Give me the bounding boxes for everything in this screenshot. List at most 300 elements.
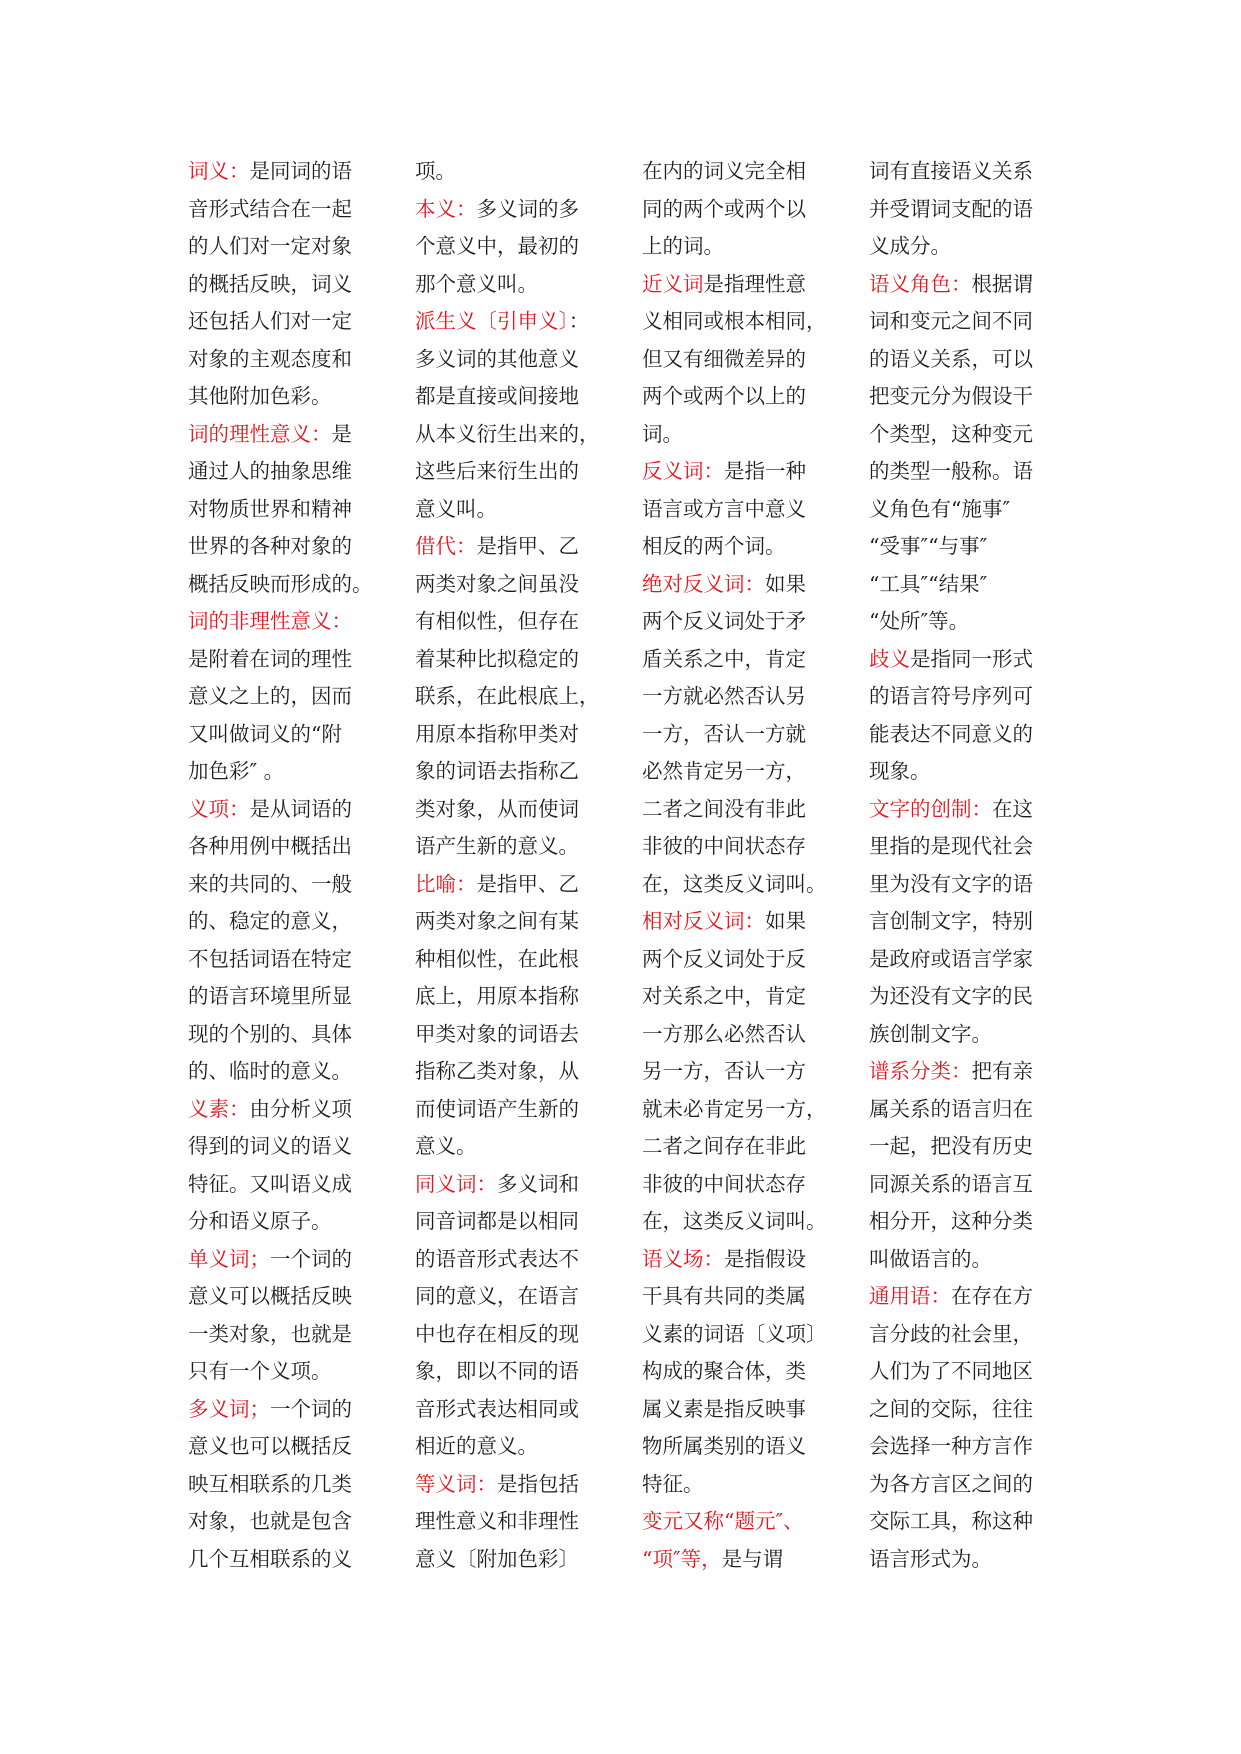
text-line bbox=[415, 828, 593, 866]
definition-text: 都是直接或间接地 bbox=[415, 384, 579, 408]
definition-text: 在，这类反义词叫。 bbox=[642, 1209, 827, 1233]
term-label: 通用语： bbox=[869, 1284, 951, 1308]
text-line bbox=[642, 641, 820, 679]
definition-text: 的类型一般称。语 bbox=[869, 459, 1033, 483]
text-column-4 bbox=[869, 153, 1047, 1578]
definition-text: 用原本指称甲类对 bbox=[415, 721, 579, 746]
definition-text: 是同词的语 bbox=[249, 159, 352, 183]
text-line bbox=[188, 1016, 366, 1054]
text-line bbox=[642, 191, 820, 229]
text-line bbox=[415, 491, 593, 529]
definition-text: 在这 bbox=[992, 796, 1033, 821]
text-line bbox=[415, 1316, 593, 1354]
definition-text: 词。 bbox=[642, 421, 683, 446]
definition-text: 言分歧的社会里， bbox=[869, 1321, 1033, 1346]
definition-text: 的、稳定的意义， bbox=[188, 909, 352, 933]
definition-text: 指称乙类对象，从 bbox=[415, 1059, 579, 1083]
glossary-entry bbox=[188, 603, 366, 791]
glossary-entry bbox=[869, 1278, 1047, 1578]
definition-text: 就未必肯定另一方， bbox=[642, 1096, 827, 1121]
text-line bbox=[188, 903, 366, 941]
definition-text: 音形式结合在一起 bbox=[188, 196, 352, 221]
definition-text: 里为没有文字的语 bbox=[869, 871, 1033, 896]
term-label: 单义词； bbox=[188, 1246, 270, 1271]
text-line bbox=[188, 416, 366, 454]
text-line bbox=[415, 1391, 593, 1429]
text-line bbox=[188, 1541, 366, 1579]
definition-text: 两类对象之间有某 bbox=[415, 909, 579, 933]
definition-text: 对关系之中，肯定 bbox=[642, 984, 806, 1008]
text-line bbox=[415, 978, 593, 1016]
definition-text: 象，即以不同的语 bbox=[415, 1359, 579, 1383]
text-line bbox=[415, 566, 593, 604]
text-line bbox=[188, 641, 366, 679]
definition-text: 中也存在相反的现 bbox=[415, 1321, 579, 1346]
text-line bbox=[642, 1503, 820, 1541]
definition-text: 是指假设 bbox=[724, 1246, 806, 1271]
definition-text: 属关系的语言归在 bbox=[869, 1096, 1033, 1121]
text-line bbox=[415, 416, 600, 454]
text-line bbox=[642, 828, 820, 866]
text-line bbox=[642, 1091, 827, 1129]
text-line bbox=[642, 1541, 820, 1579]
definition-text: 会选择一种方言作 bbox=[869, 1434, 1033, 1458]
definition-text: 一方就必然否认另 bbox=[642, 684, 806, 708]
term-label: 变元又称“题元″、 bbox=[642, 1509, 804, 1533]
text-line bbox=[188, 378, 366, 416]
text-line bbox=[869, 1428, 1047, 1466]
text-line bbox=[188, 678, 366, 716]
definition-text: 象的词语去指称乙 bbox=[415, 759, 579, 783]
text-line bbox=[415, 1166, 593, 1204]
text-line bbox=[188, 566, 373, 604]
definition-text: 同的两个或两个以 bbox=[642, 196, 806, 221]
text-line bbox=[415, 1128, 593, 1166]
term-label: 词的理性意义： bbox=[188, 421, 332, 446]
text-line bbox=[869, 753, 1047, 791]
definition-text: 同源关系的语言互 bbox=[869, 1171, 1033, 1196]
text-line bbox=[642, 1166, 820, 1204]
definition-text: 义相同或根本相同， bbox=[642, 309, 827, 333]
text-line bbox=[415, 453, 593, 491]
glossary-entry bbox=[869, 791, 1047, 1054]
definition-text: 多义词和 bbox=[497, 1171, 579, 1196]
definition-text: 是指甲、乙 bbox=[476, 871, 579, 896]
definition-text: 一类对象，也就是 bbox=[188, 1321, 352, 1346]
text-line bbox=[415, 903, 593, 941]
definition-text: 是政府或语言学家 bbox=[869, 946, 1033, 971]
definition-text: 为还没有文字的民 bbox=[869, 984, 1033, 1008]
text-line bbox=[188, 303, 366, 341]
text-line bbox=[642, 603, 820, 641]
text-line bbox=[869, 1091, 1047, 1129]
definition-text: 对象，也就是包含 bbox=[188, 1509, 352, 1533]
text-line bbox=[415, 1091, 593, 1129]
text-line bbox=[188, 491, 366, 529]
text-line bbox=[188, 228, 366, 266]
definition-text: 由分析义项 bbox=[249, 1096, 352, 1121]
text-line bbox=[188, 453, 366, 491]
glossary-entry bbox=[642, 266, 827, 454]
text-line bbox=[869, 341, 1047, 379]
text-line bbox=[642, 753, 820, 791]
glossary-entry bbox=[415, 1466, 593, 1579]
definition-text: 是指同一形式 bbox=[910, 646, 1033, 671]
text-line bbox=[869, 1203, 1047, 1241]
definition-text: 联系，在此根底上， bbox=[415, 684, 600, 708]
definition-text: 必然肯定另一方， bbox=[642, 759, 806, 783]
term-label: 语义场： bbox=[642, 1246, 724, 1271]
text-line bbox=[188, 153, 366, 191]
text-line bbox=[869, 1353, 1047, 1391]
definition-text: “处所″等。 bbox=[869, 609, 970, 633]
definition-text: 意义。 bbox=[415, 1134, 477, 1158]
glossary-entry bbox=[642, 1241, 827, 1504]
definition-text: 语言或方言中意义 bbox=[642, 496, 806, 521]
definition-text: 能表达不同意义的 bbox=[869, 721, 1033, 746]
text-line bbox=[869, 716, 1047, 754]
definition-text: 意义〔附加色彩〕 bbox=[415, 1546, 579, 1571]
text-line bbox=[869, 1128, 1047, 1166]
text-line bbox=[642, 1016, 820, 1054]
definition-text: 那个意义叫。 bbox=[415, 271, 538, 296]
definition-text: 类对象，从而使词 bbox=[415, 796, 579, 821]
text-line bbox=[415, 191, 593, 229]
definition-text: 概括反映而形成的。 bbox=[188, 571, 373, 596]
definition-text: 是附着在词的理性 bbox=[188, 646, 352, 671]
definition-text: 还包括人们对一定 bbox=[188, 309, 352, 333]
text-line bbox=[642, 1128, 820, 1166]
definition-text: 的概括反映，词义 bbox=[188, 271, 352, 296]
text-line bbox=[415, 941, 593, 979]
glossary-entry bbox=[642, 903, 827, 1241]
text-line bbox=[188, 1278, 366, 1316]
definition-text: 通过人的抽象思维 bbox=[188, 459, 352, 483]
text-line bbox=[869, 1053, 1047, 1091]
definition-text: 现象。 bbox=[869, 759, 931, 783]
text-line bbox=[869, 191, 1047, 229]
text-line bbox=[642, 978, 820, 1016]
text-line bbox=[188, 1503, 366, 1541]
glossary-entry bbox=[642, 453, 820, 566]
text-line bbox=[642, 153, 820, 191]
text-line bbox=[642, 453, 820, 491]
definition-text: 不包括词语在特定 bbox=[188, 946, 352, 971]
text-line bbox=[415, 1053, 593, 1091]
text-line bbox=[415, 1278, 593, 1316]
text-line bbox=[869, 416, 1047, 454]
definition-text: 从本义衍生出来的， bbox=[415, 421, 600, 446]
definition-text: 二者之间存在非此 bbox=[642, 1134, 806, 1158]
definition-text: 语产生新的意义。 bbox=[415, 834, 579, 858]
definition-text: 非彼的中间状态存 bbox=[642, 834, 806, 858]
term-label: 多义词； bbox=[188, 1396, 270, 1421]
text-line bbox=[415, 1241, 593, 1279]
text-line bbox=[415, 153, 593, 191]
text-line bbox=[188, 978, 366, 1016]
text-line bbox=[869, 1316, 1047, 1354]
definition-text: 两类对象之间虽没 bbox=[415, 571, 579, 596]
definition-text: 是与谓 bbox=[721, 1546, 784, 1571]
definition-text: 又叫做词义的“附 bbox=[188, 721, 342, 746]
text-line bbox=[869, 1541, 1047, 1579]
text-line bbox=[642, 303, 827, 341]
definition-text: 交际工具，称这种 bbox=[869, 1509, 1033, 1533]
definition-text: 个意义中，最初的 bbox=[415, 234, 579, 258]
text-line bbox=[188, 341, 366, 379]
definition-text: 族创制文字。 bbox=[869, 1021, 992, 1046]
text-line bbox=[415, 303, 593, 341]
text-line bbox=[869, 1166, 1047, 1204]
glossary-entry bbox=[188, 1091, 366, 1241]
text-line bbox=[188, 866, 366, 904]
definition-text: 是 bbox=[331, 421, 352, 446]
definition-text: 语言形式为。 bbox=[869, 1546, 992, 1571]
glossary-entry bbox=[188, 791, 366, 1091]
definition-text: 意义可以概括反映 bbox=[188, 1284, 352, 1308]
definition-text: 人们为了不同地区 bbox=[869, 1359, 1033, 1383]
definition-text: 叫做语言的。 bbox=[869, 1246, 992, 1271]
text-line bbox=[188, 716, 366, 754]
text-line bbox=[642, 1316, 827, 1354]
text-line bbox=[869, 491, 1047, 529]
text-line bbox=[415, 678, 600, 716]
definition-text: 对象的主观态度和 bbox=[188, 346, 352, 371]
text-line bbox=[869, 641, 1047, 679]
text-line bbox=[642, 528, 820, 566]
term-label: 义项： bbox=[188, 796, 250, 821]
definition-text: 的语音形式表达不 bbox=[415, 1246, 579, 1271]
definition-text: 理性意义和非理性 bbox=[415, 1509, 579, 1533]
definition-text: 多义词的多 bbox=[476, 196, 579, 221]
definition-text: 各种用例中概括出 bbox=[188, 834, 352, 858]
text-line bbox=[642, 1428, 820, 1466]
text-line bbox=[869, 1016, 1047, 1054]
definition-text: 意义叫。 bbox=[415, 496, 497, 521]
text-line bbox=[869, 978, 1047, 1016]
text-line bbox=[188, 1391, 366, 1429]
definition-text: 词和变元之间不同 bbox=[869, 309, 1033, 333]
definition-text: 相反的两个词。 bbox=[642, 534, 786, 558]
text-line bbox=[188, 941, 366, 979]
glossary-entry bbox=[642, 153, 820, 266]
text-line bbox=[415, 528, 593, 566]
glossary-entry bbox=[415, 153, 593, 191]
text-line bbox=[415, 1203, 593, 1241]
definition-text: 里指的是现代社会 bbox=[869, 834, 1033, 858]
definition-text: 的语言符号序列可 bbox=[869, 684, 1033, 708]
text-line bbox=[188, 1203, 366, 1241]
text-line bbox=[869, 378, 1047, 416]
text-line bbox=[869, 1391, 1047, 1429]
definition-text: 物所属类别的语义 bbox=[642, 1434, 806, 1458]
term-label: 等义词： bbox=[415, 1471, 497, 1496]
definition-text: 几个互相联系的义 bbox=[188, 1546, 352, 1571]
text-line bbox=[415, 1503, 593, 1541]
glossary-entry bbox=[188, 416, 373, 604]
definition-text: 把有亲 bbox=[971, 1059, 1033, 1083]
text-line bbox=[869, 866, 1047, 904]
definition-text: 多义词的其他意义 bbox=[415, 346, 579, 371]
glossary-entry bbox=[188, 153, 366, 416]
definition-text: 意义之上的，因而 bbox=[188, 684, 352, 708]
definition-text: 甲类对象的词语去 bbox=[415, 1021, 579, 1046]
text-line bbox=[188, 1428, 366, 1466]
definition-text: 非彼的中间状态存 bbox=[642, 1171, 806, 1196]
definition-text: 是指甲、乙 bbox=[476, 534, 579, 558]
definition-text: 两个反义词处于反 bbox=[642, 946, 806, 971]
definition-text: 个类型，这种变元 bbox=[869, 421, 1033, 446]
definition-text: 只有一个义项。 bbox=[188, 1359, 332, 1383]
definition-text: 如果 bbox=[765, 571, 806, 596]
text-line bbox=[415, 866, 593, 904]
text-line bbox=[415, 641, 593, 679]
text-line bbox=[642, 1053, 820, 1091]
text-line bbox=[415, 228, 593, 266]
definition-text: 来的共同的、一般 bbox=[188, 871, 352, 896]
glossary-entry bbox=[869, 153, 1047, 266]
term-label: 借代： bbox=[415, 534, 477, 558]
definition-text: 另一方，否认一方 bbox=[642, 1059, 806, 1083]
text-line bbox=[188, 1241, 366, 1279]
text-column-3 bbox=[642, 153, 827, 1578]
definition-text: 一方那么必然否认 bbox=[642, 1021, 806, 1046]
definition-text: 义素的词语〔义项〕 bbox=[642, 1321, 827, 1346]
term-label: 谱系分类： bbox=[869, 1059, 972, 1083]
text-line bbox=[869, 941, 1047, 979]
term-label: 近义词 bbox=[642, 271, 704, 296]
glossary-entry bbox=[415, 191, 593, 304]
definition-text: 分和语义原子。 bbox=[188, 1209, 332, 1233]
term-label: 反义词： bbox=[642, 459, 724, 483]
definition-text: 一方，否认一方就 bbox=[642, 721, 806, 746]
definition-text: 之间的交际，往往 bbox=[869, 1396, 1033, 1421]
glossary-entry bbox=[642, 566, 827, 904]
definition-text: 同音词都是以相同 bbox=[415, 1209, 579, 1233]
glossary-entry bbox=[415, 866, 593, 1166]
definition-text: 属义素是指反映事 bbox=[642, 1396, 806, 1421]
term-label: 绝对反义词： bbox=[642, 571, 765, 596]
definition-text: 在，这类反义词叫。 bbox=[642, 871, 827, 896]
definition-text: 种相似性，在此根 bbox=[415, 946, 579, 971]
definition-text: 把变元分为假设干 bbox=[869, 384, 1033, 408]
text-line bbox=[642, 1203, 827, 1241]
definition-text: 是从词语的 bbox=[249, 796, 352, 821]
text-line bbox=[869, 903, 1047, 941]
definition-text: 的语言环境里所显 bbox=[188, 984, 352, 1008]
text-line bbox=[869, 678, 1047, 716]
text-line bbox=[188, 1128, 366, 1166]
text-line bbox=[869, 791, 1047, 829]
text-line bbox=[188, 753, 366, 791]
definition-text: 的、临时的意义。 bbox=[188, 1059, 352, 1083]
definition-text: “工具″“结果″ bbox=[869, 571, 988, 596]
definition-text: 并受谓词支配的语 bbox=[869, 196, 1033, 221]
definition-text: 映互相联系的几类 bbox=[188, 1471, 352, 1496]
term-label: 本义： bbox=[415, 196, 477, 221]
text-line bbox=[415, 341, 593, 379]
definition-text: 两个或两个以上的 bbox=[642, 384, 806, 408]
text-line bbox=[642, 566, 820, 604]
text-line bbox=[188, 1091, 366, 1129]
text-line bbox=[188, 1166, 366, 1204]
definition-text: 是指一种 bbox=[724, 459, 806, 483]
text-line bbox=[642, 228, 820, 266]
text-line bbox=[869, 1466, 1047, 1504]
text-line bbox=[188, 828, 366, 866]
definition-text: 为各方言区之间的 bbox=[869, 1471, 1033, 1496]
text-line bbox=[642, 491, 820, 529]
definition-text: 根据谓 bbox=[971, 271, 1033, 296]
text-line bbox=[642, 866, 827, 904]
definition-text: 音形式表达相同或 bbox=[415, 1396, 579, 1421]
text-line bbox=[188, 1053, 366, 1091]
text-line bbox=[642, 1353, 820, 1391]
term-label: 词义： bbox=[188, 159, 250, 183]
text-line bbox=[869, 228, 1047, 266]
definition-text: ： bbox=[568, 309, 590, 333]
text-line bbox=[869, 1241, 1047, 1279]
term-label: 比喻： bbox=[415, 871, 477, 896]
definition-text: 相分开，这种分类 bbox=[869, 1209, 1033, 1233]
definition-text: 言创制文字，特别 bbox=[869, 909, 1033, 933]
definition-text: 的语义关系，可以 bbox=[869, 346, 1033, 371]
text-line bbox=[188, 266, 366, 304]
definition-text: 底上，用原本指称 bbox=[415, 984, 579, 1008]
text-line bbox=[415, 1541, 593, 1579]
text-line bbox=[642, 1391, 820, 1429]
definition-text: 加色彩″ 。 bbox=[188, 759, 285, 783]
text-line bbox=[642, 1466, 820, 1504]
definition-text: 一起，把没有历史 bbox=[869, 1134, 1033, 1158]
term-label: 义素： bbox=[188, 1096, 250, 1121]
term-label: “项″等， bbox=[642, 1546, 722, 1571]
text-line bbox=[869, 1278, 1047, 1316]
text-line bbox=[415, 378, 593, 416]
term-label: 相对反义词： bbox=[642, 909, 765, 933]
term-label: 语义角色： bbox=[869, 271, 972, 296]
text-line bbox=[415, 1428, 593, 1466]
text-line bbox=[869, 266, 1047, 304]
definition-text: 的人们对一定对象 bbox=[188, 234, 352, 258]
definition-text: 是指包括 bbox=[497, 1471, 579, 1496]
text-line bbox=[188, 528, 366, 566]
term-label: 歧义 bbox=[869, 646, 910, 671]
definition-text: 项。 bbox=[415, 159, 456, 183]
definition-text: 对物质世界和精神 bbox=[188, 496, 352, 521]
definition-text: 但又有细微差异的 bbox=[642, 346, 806, 371]
text-line bbox=[642, 1278, 820, 1316]
text-line bbox=[869, 303, 1047, 341]
definition-text: 在内的词义完全相 bbox=[642, 159, 806, 183]
text-line bbox=[642, 266, 820, 304]
definition-text: 义成分。 bbox=[869, 234, 951, 258]
definition-text: 上的词。 bbox=[642, 234, 724, 258]
glossary-entry bbox=[869, 641, 1047, 791]
text-line bbox=[642, 416, 820, 454]
definition-text: 两个反义词处于矛 bbox=[642, 609, 806, 633]
text-column-1 bbox=[188, 153, 373, 1578]
text-line bbox=[188, 1316, 366, 1354]
text-line bbox=[642, 716, 820, 754]
definition-text: 二者之间没有非此 bbox=[642, 796, 806, 821]
text-line bbox=[415, 791, 593, 829]
text-line bbox=[642, 341, 820, 379]
glossary-entry bbox=[642, 1503, 820, 1578]
definition-text: 其他附加色彩。 bbox=[188, 384, 332, 408]
definition-text: 词有直接语义关系 bbox=[869, 159, 1033, 183]
definition-text: 干具有共同的类属 bbox=[642, 1284, 806, 1308]
